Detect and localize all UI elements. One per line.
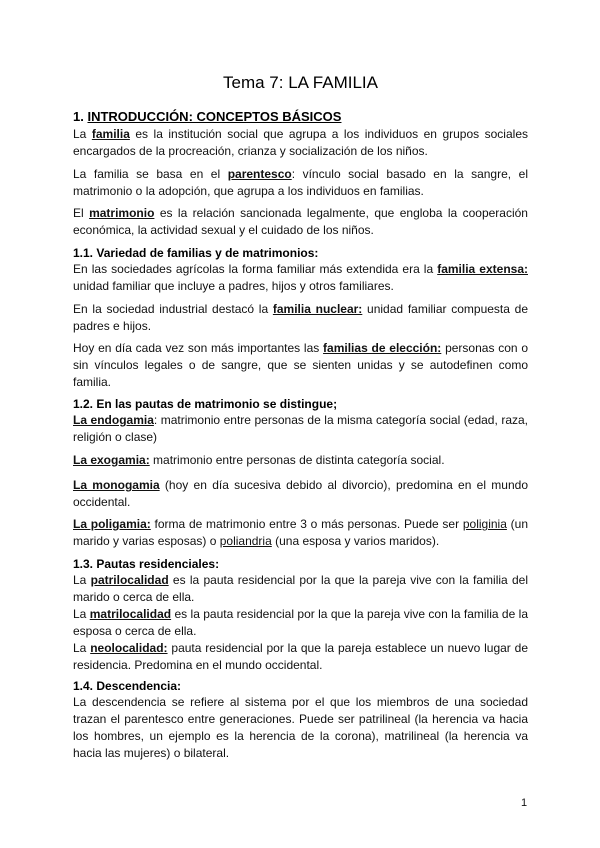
term-poliginia: poliginia [462, 517, 507, 531]
term-endogamia: La endogamia [73, 413, 154, 427]
section-1-2-heading: 1.2. En las pautas de matrimonio se distingue; [73, 397, 338, 411]
endogamia-paragraph: La endogamia: matrimonio entre personas de la misma categoría social (edad, raza, religión o clase) [73, 413, 528, 444]
term-monogamia: La monogamia [73, 478, 160, 492]
section-1-heading [73, 108, 341, 126]
section-1-3-heading: 1.3. Pautas residenciales: [73, 557, 220, 571]
monogamia-paragraph: La monogamia (hoy en día sucesiva debido al divorcio), predomina en el mundo occidental. [73, 478, 528, 509]
familia-extensa-paragraph: En las sociedades agrícolas la forma familiar más extendida era la familia extensa: unidad familiar que incluye a padres, hijos y otros familiares. [73, 262, 528, 293]
matrilocalidad-paragraph: La matrilocalidad es la pauta residencial por la que la pareja vive con la familia de la esposa o cerca de ella. [73, 607, 528, 638]
term-neolocalidad: neolocalidad: [90, 641, 168, 655]
matrimonio-definition: El matrimonio es la relación sancionada legalmente, que engloba la cooperación económica, la actividad sexual y el cuidado de los niños. [73, 206, 528, 237]
section-1-1-heading: 1.1. Variedad de familias y de matrimonios: [73, 246, 319, 260]
page-number: 1 [521, 797, 528, 809]
term-matrilocalidad: matrilocalidad [89, 607, 172, 621]
term-exogamia: La exogamia: [73, 453, 150, 467]
poligamia-paragraph: La poligamia: forma de matrimonio entre 3 o más personas. Puede ser poliginia (un marido y varias esposas) o poliandria (una esposa y varios maridos). [73, 517, 529, 548]
term-familia: familia [91, 127, 130, 141]
exogamia-paragraph: La exogamia: matrimonio entre personas de distinta categoría social. [73, 453, 445, 467]
familias-eleccion-paragraph: Hoy en día cada vez son más importantes las familias de elección: personas con o sin vínculos legales o de sangre, que se sienten unidas y se autodefinen como familia. [73, 341, 529, 389]
term-familia-extensa: familia extensa: [437, 262, 528, 276]
section-1-title: INTRODUCCIÓN: CONCEPTOS BÁSICOS [87, 109, 342, 124]
parentesco-definition: La familia se basa en el parentesco: vínculo social basado en la sangre, el matrimonio o la adopción, que agrupa a los individuos en familias. [73, 167, 528, 198]
familia-definition: La familia es la institución social que agrupa a los individuos en grupos sociales encargados de la procreación, crianza y socialización de los niños. [73, 127, 528, 158]
term-familia-nuclear: familia nuclear: [272, 302, 363, 316]
term-poligamia: La poligamia: [73, 517, 151, 531]
patrilocalidad-paragraph: La patrilocalidad es la pauta residencial por la que la pareja vive con la familia del marido o cerca de ella. [73, 573, 528, 604]
term-patrilocalidad: patrilocalidad [90, 573, 169, 587]
descendencia-paragraph: La descendencia se refiere al sistema por el que los miembros de una sociedad trazan el parentesco entre generaciones. Puede ser patrilineal (la herencia va hacia los hombres, un ejemplo es la herencia de la corona), matrilineal (la herencia va hacia las mujeres) o bilateral. [73, 695, 528, 760]
term-poliandria: poliandria [219, 534, 272, 548]
section-1-4-heading: 1.4. Descendencia: [73, 679, 182, 693]
term-familias-eleccion: familias de elección: [323, 341, 442, 355]
page-title: Tema 7: LA FAMILIA [223, 73, 378, 92]
term-matrimonio: matrimonio [89, 206, 155, 220]
term-parentesco: parentesco [227, 167, 292, 181]
familia-nuclear-paragraph: En la sociedad industrial destacó la familia nuclear: unidad familiar compuesta de padres e hijos. [73, 302, 529, 333]
section-1-number: 1. [73, 109, 84, 124]
neolocalidad-paragraph: La neolocalidad: pauta residencial por la que la pareja establece un nuevo lugar de residencia. Predomina en el mundo occidental. [73, 641, 528, 672]
